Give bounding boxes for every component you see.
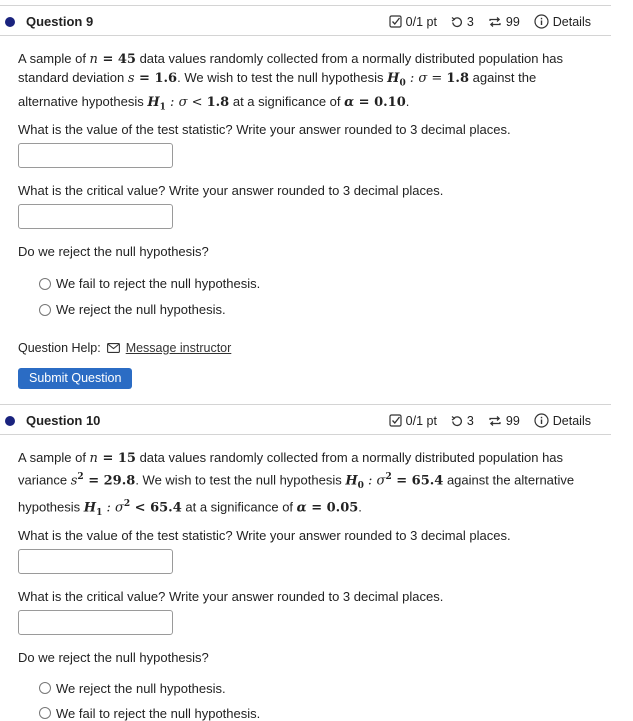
score-checkbox-icon — [389, 15, 402, 28]
critical-value-prompt: What is the critical value? Write your answer rounded to 3 decimal places. — [18, 183, 444, 199]
attempts-icon — [488, 16, 502, 28]
question-title: Question 9 — [26, 14, 94, 29]
retry-icon — [451, 16, 463, 28]
attempts-text: 99 — [505, 413, 520, 428]
points-text: 0/1 pt — [405, 14, 437, 29]
critical-value-input[interactable] — [18, 204, 173, 229]
radio-button[interactable] — [39, 682, 51, 694]
question-header — [0, 404, 611, 435]
radio-option-reject[interactable] — [39, 302, 593, 317]
question-statement: A sample of n = 45 data values randomly collected from a normally distributed population has standard deviation s = 1.6. We wish to test the null hypothesis $H_0$ : σ = 1.8 against the alternative hypothesis $H_1$ : σ < 1.8 at a significance of α = 0.10. — [18, 51, 564, 113]
test-statistic-input[interactable] — [18, 549, 173, 574]
question-status-dot — [5, 17, 15, 27]
test-statistic-prompt: What is the value of the test statistic? Write your answer rounded to 3 decimal places. — [18, 527, 511, 543]
details-link[interactable]: Details — [552, 14, 591, 29]
question-body — [0, 50, 611, 389]
question-body — [0, 449, 611, 721]
radio-label: We reject the null hypothesis. — [56, 302, 226, 318]
question-meta — [389, 14, 591, 29]
radio-label: We fail to reject the null hypothesis. — [56, 705, 261, 721]
radio-option-fail-to-reject[interactable] — [39, 706, 593, 721]
details-link[interactable]: Details — [552, 413, 591, 428]
retries-text: 3 — [466, 14, 474, 29]
submit-question-button[interactable]: Submit Question — [18, 368, 132, 389]
radio-label: We fail to reject the null hypothesis. — [56, 276, 261, 292]
radio-button[interactable] — [39, 278, 51, 290]
question-help-label: Question Help: — [18, 341, 101, 356]
radio-label: We reject the null hypothesis. — [56, 680, 226, 696]
radio-option-fail-to-reject[interactable] — [39, 276, 593, 291]
question-status-dot — [5, 416, 15, 426]
attempts-text: 99 — [505, 14, 520, 29]
reject-prompt: Do we reject the null hypothesis? — [18, 244, 209, 260]
question-10 — [0, 404, 611, 721]
critical-value-input[interactable] — [18, 610, 173, 635]
question-header — [0, 5, 611, 36]
reject-prompt: Do we reject the null hypothesis? — [18, 649, 209, 665]
radio-button[interactable] — [39, 304, 51, 316]
question-title: Question 10 — [26, 413, 101, 428]
retries-text: 3 — [466, 413, 474, 428]
question-statement: A sample of n = 15 data values randomly collected from a normally distributed population has variance $s^2 = 29.8$. We wish to test the null hypothesis $H_0$ : $\sigma^2 = 65.4$ against the alternative hypothesis $H_1$ : $\sigma^2 < 65.4$ at a significance of α = 0.05. — [18, 450, 575, 518]
points-text: 0/1 pt — [405, 413, 437, 428]
message-instructor-link[interactable]: Message instructor — [125, 341, 232, 356]
info-icon[interactable] — [534, 14, 549, 29]
question-help — [18, 341, 593, 355]
radio-option-reject[interactable] — [39, 681, 593, 696]
retry-icon — [451, 415, 463, 427]
score-checkbox-icon — [389, 414, 402, 427]
test-statistic-prompt: What is the value of the test statistic? Write your answer rounded to 3 decimal places. — [18, 122, 511, 138]
critical-value-prompt: What is the critical value? Write your answer rounded to 3 decimal places. — [18, 588, 444, 604]
info-icon[interactable] — [534, 413, 549, 428]
attempts-icon — [488, 415, 502, 427]
question-meta — [389, 413, 591, 428]
test-statistic-input[interactable] — [18, 143, 173, 168]
question-9 — [0, 5, 611, 389]
envelope-icon[interactable] — [107, 343, 120, 353]
